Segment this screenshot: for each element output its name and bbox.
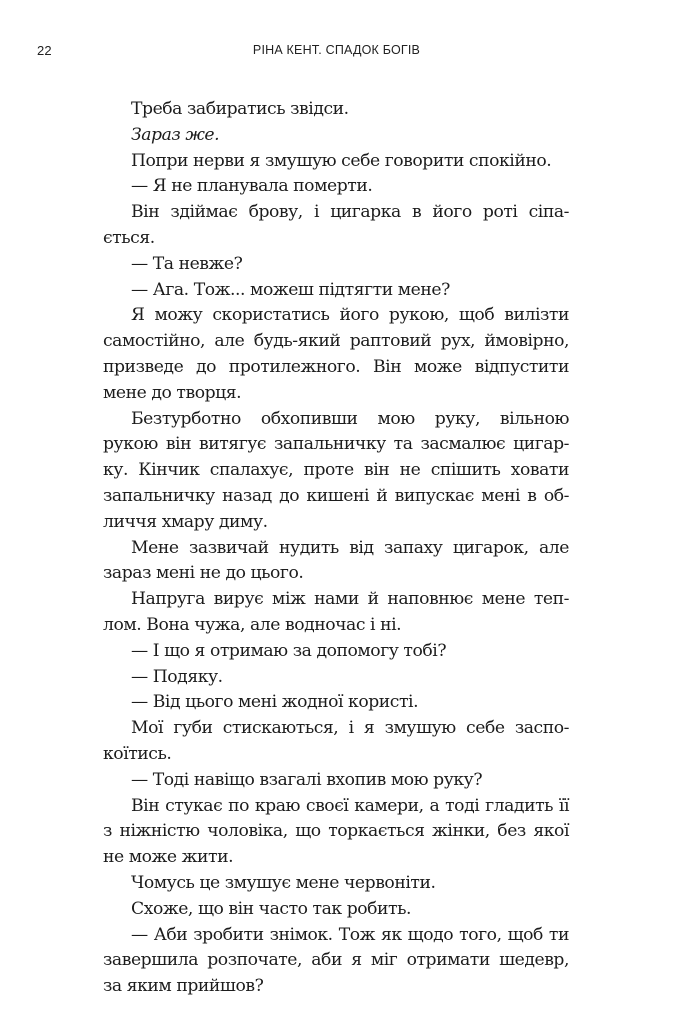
text-line: личчя хмару диму. — [103, 511, 268, 532]
text-line: ється. — [103, 227, 155, 248]
text-line: — Я не планувала померти. — [131, 176, 373, 197]
paragraph — [103, 123, 569, 149]
paragraph — [103, 639, 569, 665]
text-line: рукою він витягує запальничку та засмалює цигар- — [103, 434, 569, 455]
running-header — [0, 43, 673, 63]
text-line: зараз мені не до цього. — [103, 563, 304, 584]
text-line: завершила розпочате, аби я міг отримати шедевр, — [103, 950, 569, 971]
paragraph — [103, 97, 569, 123]
paragraph — [103, 587, 569, 639]
paragraph — [103, 665, 569, 691]
text-line: Він стукає по краю своєї камери, а тоді гладить її — [131, 795, 569, 816]
paragraph — [103, 768, 569, 794]
paragraph — [103, 794, 569, 871]
paragraph — [103, 716, 569, 768]
text-line: Мене зазвичай нудить від запаху цигарок, але — [131, 537, 569, 558]
text-line: мене до творця. — [103, 382, 242, 403]
running-title: РІНА КЕНТ. СПАДОК БОГІВ — [252, 43, 421, 57]
text-line: Схоже, що він часто так робить. — [131, 898, 412, 919]
paragraph — [103, 174, 569, 200]
text-line: Він здіймає брову, і цигарка в його роті сіпа- — [131, 202, 569, 223]
text-line: запальничку назад до кишені й випускає мені в об- — [103, 485, 569, 506]
text-line: Чомусь це змушує мене червоніти. — [131, 872, 436, 893]
paragraph — [103, 897, 569, 923]
paragraph — [103, 407, 569, 536]
text-line: — Від цього мені жодної користі. — [131, 692, 419, 713]
text-line: Я можу скористатись його рукою, щоб вилізти — [131, 305, 569, 326]
text-line: самостійно, але будь-який раптовий рух, ймовірно, — [103, 331, 569, 352]
text-line: — Тоді навіщо взагалі вхопив мою руку? — [131, 769, 483, 790]
paragraph — [103, 871, 569, 897]
paragraph — [103, 252, 569, 278]
paragraph — [103, 278, 569, 304]
text-line: Зараз же. — [131, 124, 220, 145]
text-line: Попри нерви я змушую себе говорити спокійно. — [131, 150, 552, 171]
text-line: — Та невже? — [131, 253, 243, 274]
text-line: — Аби зробити знімок. Тож як щодо того, щоб ти — [131, 924, 569, 945]
paragraph — [103, 200, 569, 252]
text-line: коїтись. — [103, 743, 172, 764]
text-line: Напруга вирує між нами й наповнює мене теп- — [131, 589, 569, 610]
text-line: Мої губи стискаються, і я змушую себе заспо- — [131, 718, 569, 739]
text-line: Треба забиратись звідси. — [131, 99, 349, 119]
paragraph — [103, 923, 569, 1000]
text-line: ку. Кінчик спалахує, проте він не спішить ховати — [103, 460, 569, 481]
paragraph — [103, 303, 569, 406]
body-text — [103, 97, 569, 1000]
text-line: — Ага. Тож... можеш підтягти мене? — [131, 279, 450, 300]
text-line: — Подяку. — [131, 666, 223, 687]
text-line: лом. Вона чужа, але водночас і ні. — [103, 614, 402, 635]
text-line: за яким прийшов? — [103, 976, 264, 997]
paragraph — [103, 690, 569, 716]
text-line: призведе до протилежного. Він може відпустити — [103, 356, 569, 377]
paragraph — [103, 536, 569, 588]
page-number: 22 — [37, 43, 52, 58]
text-line: Безтурботно обхопивши мою руку, вільною — [131, 408, 569, 429]
paragraph — [103, 149, 569, 175]
text-line: не може жити. — [103, 847, 234, 868]
text-line: з ніжністю чоловіка, що торкається жінки, без якої — [103, 821, 569, 842]
text-line: — І що я отримаю за допомогу тобі? — [131, 640, 447, 661]
